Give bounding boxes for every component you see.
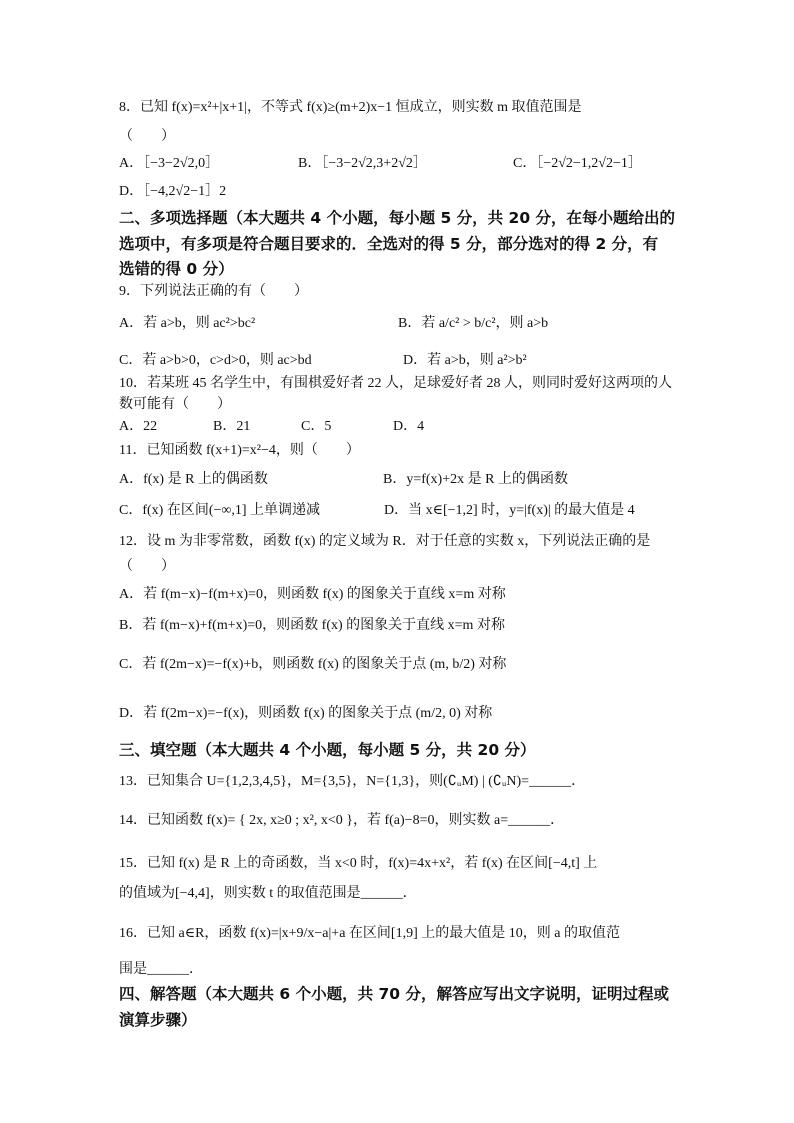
q9-option-d: D．若 a>b，则 a²>b² (403, 353, 527, 368)
q9-stem: 9．下列说法正确的有（ ） (119, 284, 308, 299)
q12-paren: （ ） (119, 559, 175, 574)
q10-line-1: 10．若某班 45 名学生中，有围棋爱好者 22 人，足球爱好者 28 人，则同时爱好这两项的人 (119, 376, 672, 391)
q8-stem: 8．已知 f(x)=x²+|x+1|，不等式 f(x)≥(m+2)x−1 恒成立，则实数 m 取值范围是 (119, 100, 582, 115)
q11-stem: 11．已知函数 f(x+1)=x²−4，则（ ） (119, 443, 360, 458)
q8-option-b: B．［−3−2√2,3+2√2］ (298, 156, 427, 171)
q14: 14．已知函数 f(x)= { 2x, x≥0 ; x², x<0 }，若 f(a)−8=0，则实数 a=______． (119, 813, 565, 828)
q11-option-a: A．f(x) 是 R 上的偶函数 (119, 472, 268, 487)
section4-heading-2: 演算步骤） (119, 1011, 197, 1029)
q8-paren: （ ） (119, 129, 175, 144)
q16-line-2: 围是______． (119, 962, 203, 977)
section2-heading-3: 选错的得 0 分） (119, 260, 234, 278)
q13: 13．已知集合 U={1,2,3,4,5}，M={3,5}，N={1,3}，则(∁ᵤM) | (∁ᵤN)=______． (119, 774, 586, 789)
q12-option-a: A．若 f(m−x)−f(m+x)=0，则函数 f(x) 的图象关于直线 x=m 对称 (119, 587, 506, 602)
section2-heading-1: 二、多项选择题（本大题共 4 个小题，每小题 5 分，共 20 分，在每小题给出的 (119, 209, 676, 227)
q10-option-c: C．5 (301, 419, 332, 434)
section4-heading-1: 四、解答题（本大题共 6 个小题，共 70 分，解答应写出文字说明，证明过程或 (119, 985, 669, 1003)
q9-option-c: C．若 a>b>0，c>d>0，则 ac>bd (119, 353, 312, 368)
q10-line-2: 数可能有（ ） (119, 397, 231, 412)
q15-line-1: 15．已知 f(x) 是 R 上的奇函数，当 x<0 时，f(x)=4x+x²，若 f(x) 在区间[−4,t] 上 (119, 856, 598, 871)
q15-line-2: 的值域为[−4,4]，则实数 t 的取值范围是______． (119, 886, 417, 901)
q9-option-a: A．若 a>b，则 ac²>bc² (119, 316, 256, 331)
q12-option-c: C．若 f(2m−x)=−f(x)+b，则函数 f(x) 的图象关于点 (m, b/2) 对称 (119, 657, 507, 672)
q8-option-c: C．［−2√2−1,2√2−1］ (513, 156, 642, 171)
q12-option-b: B．若 f(m−x)+f(m+x)=0，则函数 f(x) 的图象关于直线 x=m 对称 (119, 618, 505, 633)
q16-line-1: 16．已知 a∈R，函数 f(x)=|x+9/x−a|+a 在区间[1,9] 上的最大值是 10，则 a 的取值范 (119, 926, 620, 941)
q10-option-b: B．21 (213, 419, 251, 434)
q10-option-a: A．22 (119, 419, 158, 434)
q12-stem: 12．设 m 为非零常数，函数 f(x) 的定义域为 R．对于任意的实数 x，下列说法正确的是 (119, 534, 651, 549)
section3-heading: 三、填空题（本大题共 4 个小题，每小题 5 分，共 20 分） (119, 741, 536, 759)
q11-option-c: C．f(x) 在区间(−∞,1] 上单调递减 (119, 503, 321, 518)
q10-option-d: D．4 (393, 419, 425, 434)
q11-option-b: B．y=f(x)+2x 是 R 上的偶函数 (383, 472, 568, 487)
q8-option-d: D．［−4,2√2−1］2 (119, 184, 227, 199)
q12-option-d: D．若 f(2m−x)=−f(x)，则函数 f(x) 的图象关于点 (m/2, 0) 对称 (119, 706, 493, 721)
section2-heading-2: 选项中，有多项是符合题目要求的．全选对的得 5 分，部分选对的得 2 分，有 (119, 235, 659, 253)
q9-option-b: B．若 a/c² > b/c²，则 a>b (398, 316, 549, 331)
q11-option-d: D．当 x∈[−1,2] 时，y=|f(x)| 的最大值是 4 (384, 503, 635, 518)
q8-option-a: A．［−3−2√2,0］ (119, 156, 220, 171)
